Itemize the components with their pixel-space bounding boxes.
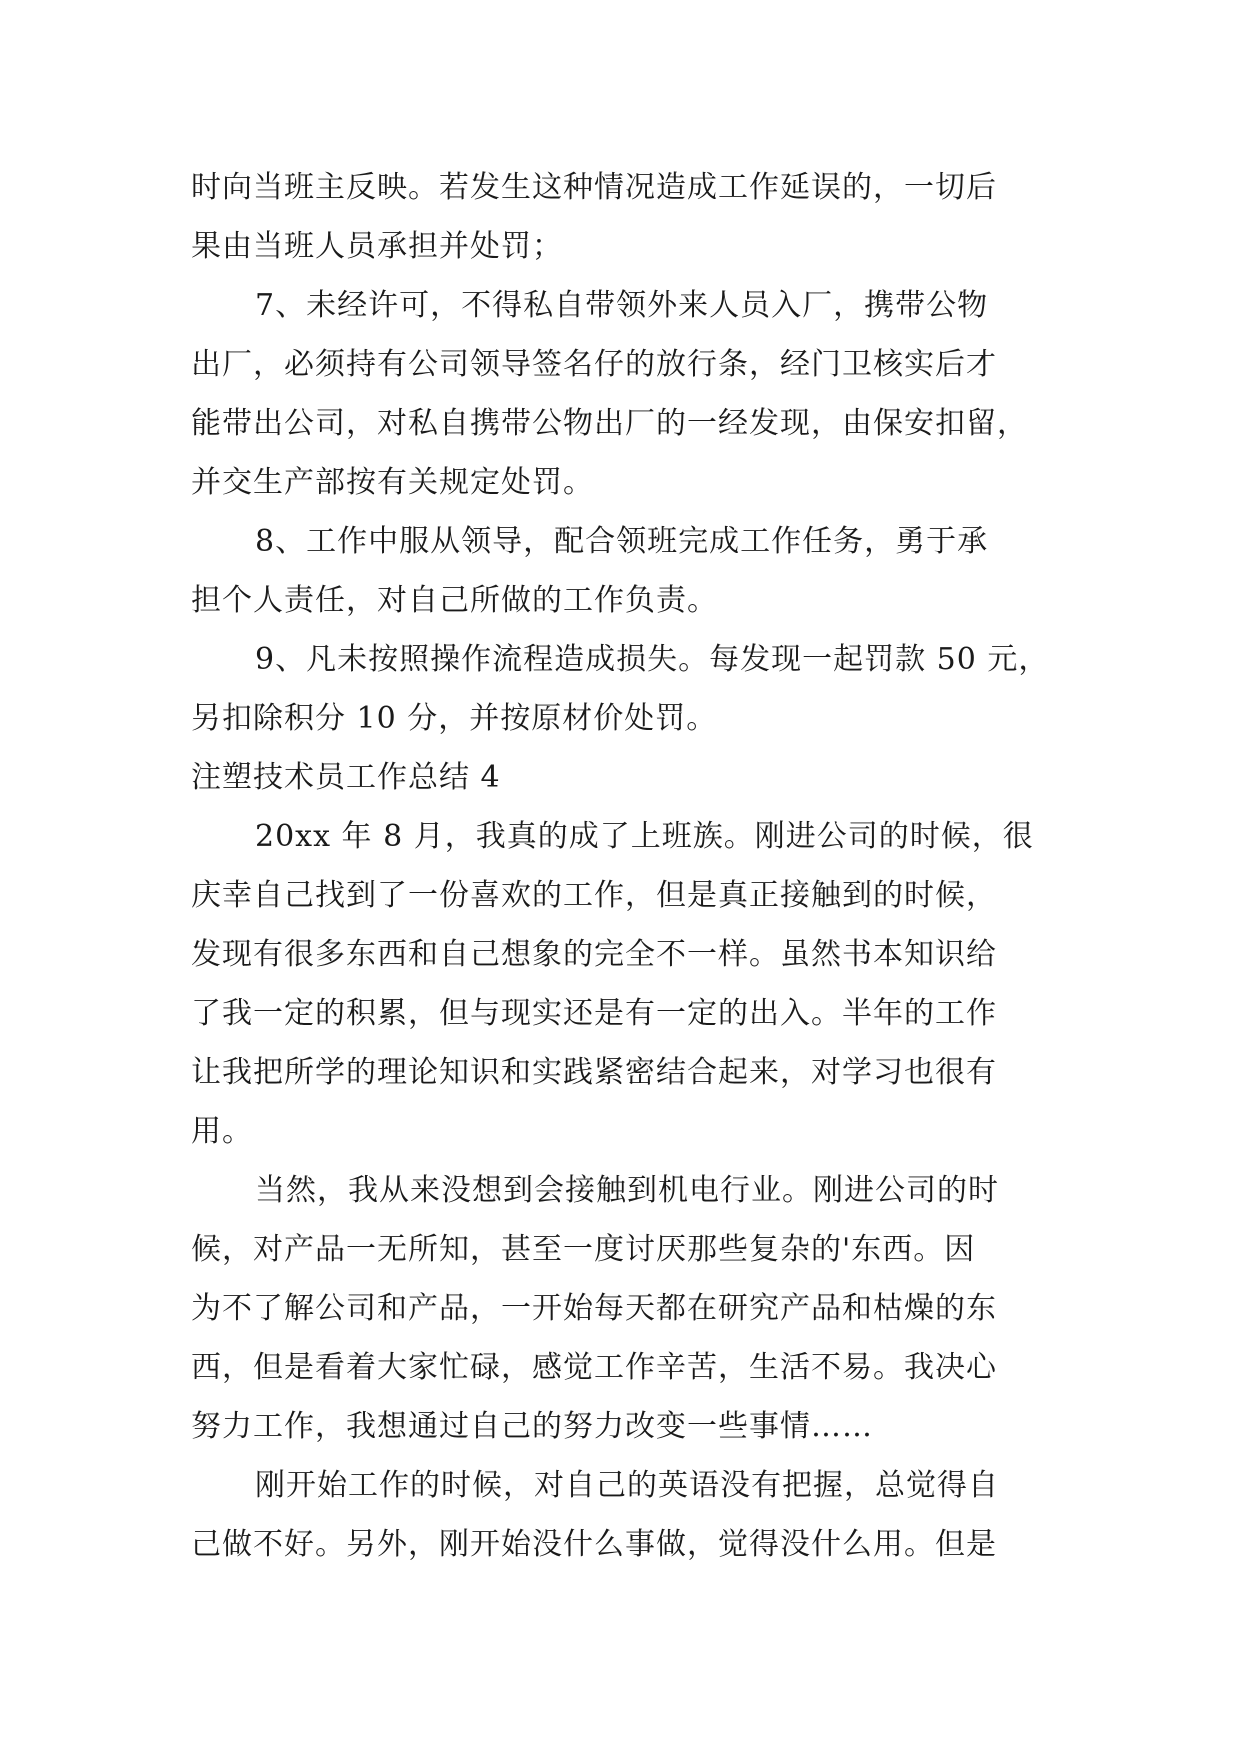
section-heading: 注塑技术员工作总结 4 (191, 760, 501, 795)
document-body (191, 158, 1051, 1574)
text-line: 并交生产部按有关规定处罚。 (191, 465, 594, 500)
text-line: 己做不好。另外，刚开始没什么事做，觉得没什么用。但是 (191, 1527, 997, 1562)
text-line: 候，对产品一无所知，甚至一度讨厌那些复杂的'东西。因 (191, 1232, 976, 1267)
text-line: 让我把所学的理论知识和实践紧密结合起来，对学习也很有 (191, 1055, 997, 1090)
text-line: 努力工作，我想通过自己的努力改变一些事情…… (191, 1409, 873, 1444)
text-line: 8、工作中服从领导，配合领班完成工作任务，勇于承 (255, 524, 989, 559)
text-line: 了我一定的积累，但与现实还是有一定的出入。半年的工作 (191, 996, 997, 1031)
text-line: 另扣除积分 10 分，并按原材价处罚。 (191, 701, 718, 736)
text-line: 9、凡未按照操作流程造成损失。每发现一起罚款 50 元， (255, 642, 1050, 677)
text-line: 为不了解公司和产品，一开始每天都在研究产品和枯燥的东 (191, 1291, 997, 1326)
text-line: 7、未经许可，不得私自带领外来人员入厂，携带公物 (255, 288, 989, 323)
text-line: 用。 (191, 1114, 253, 1149)
text-line: 时向当班主反映。若发生这种情况造成工作延误的，一切后 (191, 170, 997, 205)
text-line: 发现有很多东西和自己想象的完全不一样。虽然书本知识给 (191, 937, 997, 972)
text-line: 刚开始工作的时候，对自己的英语没有把握，总觉得自 (255, 1468, 999, 1503)
text-line: 20xx 年 8 月，我真的成了上班族。刚进公司的时候，很 (255, 819, 1034, 854)
text-line: 能带出公司，对私自携带公物出厂的一经发现，由保安扣留， (191, 406, 1028, 441)
text-line: 出厂，必须持有公司领导签名仔的放行条，经门卫核实后才 (191, 347, 997, 382)
text-line: 庆幸自己找到了一份喜欢的工作，但是真正接触到的时候， (191, 878, 997, 913)
text-line: 果由当班人员承担并处罚； (191, 229, 563, 264)
text-line: 西，但是看着大家忙碌，感觉工作辛苦，生活不易。我决心 (191, 1350, 997, 1385)
text-line: 担个人责任，对自己所做的工作负责。 (191, 583, 718, 618)
text-line: 当然，我从来没想到会接触到机电行业。刚进公司的时 (255, 1173, 999, 1208)
